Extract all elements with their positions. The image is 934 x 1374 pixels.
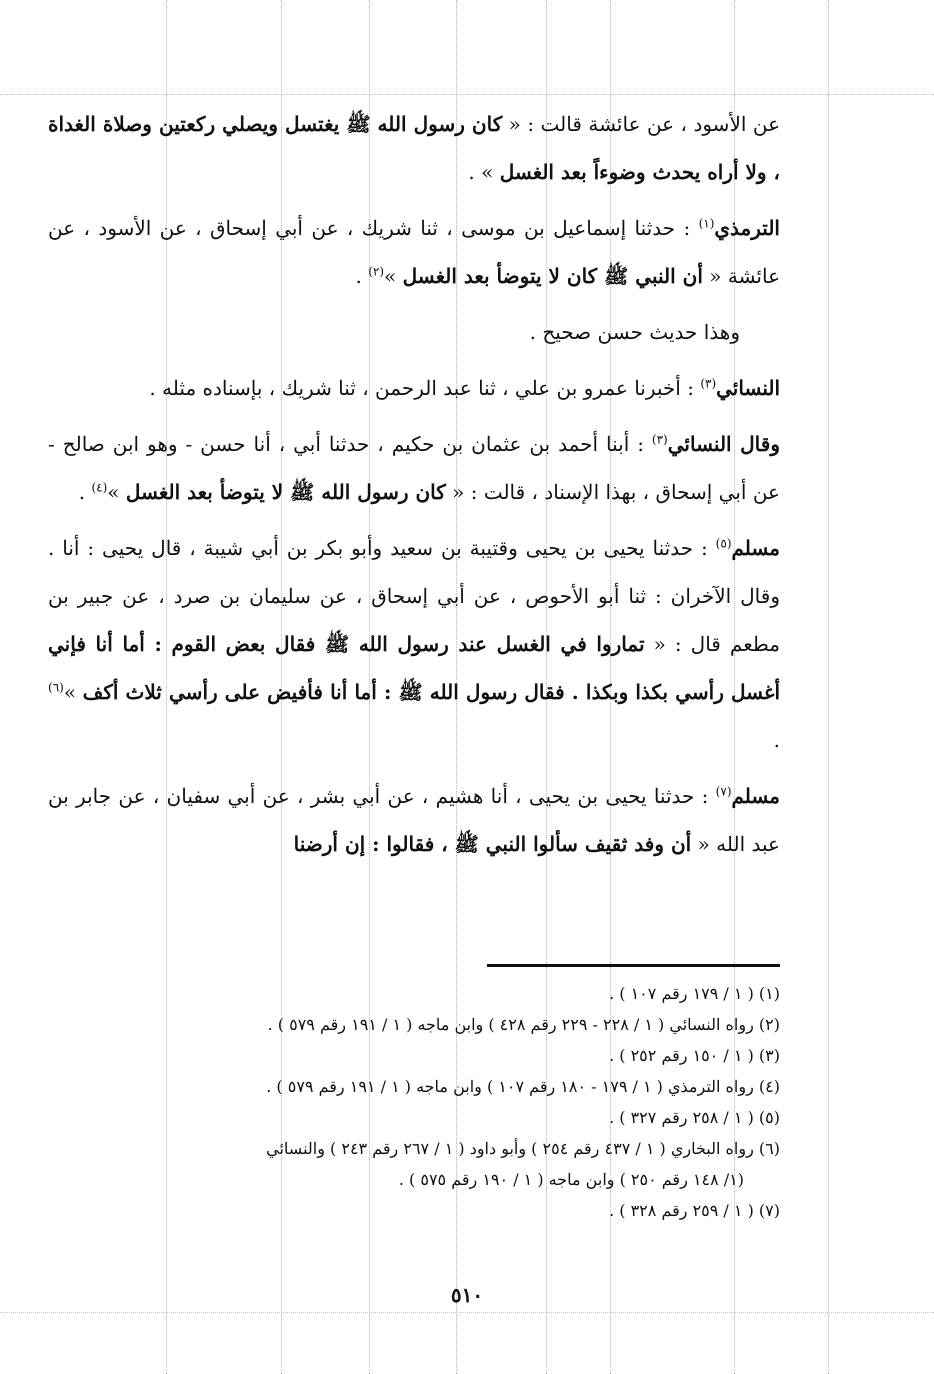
footnote-item: (٤) رواه الترمذي ( ١ / ١٧٩ - ١٨٠ رقم ١٠٧ ) وابن ماجه ( ١ / ١٩١ رقم ٥٧٩ ) . (266, 1077, 780, 1096)
hadith-paragraph (48, 364, 780, 412)
footnote-ref: (٧) (715, 784, 732, 799)
closing-quote: » . (468, 160, 500, 184)
footnote-item: (٧) ( ١ / ٢٥٩ رقم ٣٢٨ ) . (609, 1201, 780, 1220)
closing-quote: » (63, 680, 83, 704)
source-name: وقال النسائي (667, 432, 780, 456)
source-name: الترمذي (714, 216, 780, 240)
source-name: مسلم (731, 784, 780, 808)
footnote-ref: (٤) (91, 480, 108, 495)
footnote-ref: (٥) (715, 536, 732, 551)
hadith-paragraph (48, 308, 780, 356)
footnote-ref: (١) (698, 216, 715, 231)
matn-text: أن النبي ﷺ كان لا يتوضأ بعد الغسل (402, 264, 703, 288)
hadith-paragraph (48, 420, 780, 516)
hadith-paragraph (48, 772, 780, 868)
sentence-end: . (773, 728, 780, 752)
matn-text: كان رسول الله ﷺ لا يتوضأ بعد الغسل (125, 480, 446, 504)
main-text (48, 100, 780, 868)
hadith-paragraph (48, 204, 780, 300)
sentence-end: . (355, 264, 369, 288)
footnote-item: (٢) رواه النسائي ( ١ / ٢٢٨ - ٢٢٩ رقم ٤٢٨ ) وابن ماجه ( ١ / ١٩١ رقم ٥٧٩ ) . (267, 1015, 780, 1034)
closing-quote: » (384, 264, 403, 288)
footnote-ref: (٣) (651, 432, 668, 447)
isnad-text: : أخبرنا عمرو بن علي ، ثنا عبد الرحمن ، ثنا شريك ، بإسناده مثله . (149, 376, 701, 400)
isnad-text: : حدثنا إسماعيل بن موسى ، ثنا شريك ، عن أبي إسحاق ، عن الأسود ، عن عائشة « (48, 216, 780, 288)
scan-guide-line (828, 0, 829, 1374)
isnad-text: : حدثنا يحيى بن يحيى ، أنا هشيم ، عن أبي بشر ، عن أبي سفيان ، عن جابر بن عبد الله « (48, 784, 780, 856)
footnote-item: (١) ( ١ / ١٧٩ رقم ١٠٧ ) . (609, 984, 780, 1003)
isnad-text: : أبنا أحمد بن عثمان بن حكيم ، حدثنا أبي ، أنا حسن - وهو ابن صالح - عن أبي إسحاق ، بهذا الإسناد ، قالت : « (48, 432, 780, 504)
footnote-item: (٥) ( ١ / ٢٥٨ رقم ٣٢٧ ) . (609, 1108, 780, 1127)
scan-guide-line (0, 94, 934, 95)
footnote-separator (487, 964, 780, 967)
footnote-item: (٦) رواه البخاري ( ١ / ٤٣٧ رقم ٢٥٤ ) وأبو داود ( ١ / ٢٦٧ رقم ٢٤٣ ) والنسائي (266, 1139, 780, 1158)
hadith-paragraph (48, 100, 780, 196)
scan-guide-line (0, 1312, 934, 1313)
sentence-end: . (78, 480, 92, 504)
matn-text: تماروا في الغسل عند رسول الله ﷺ فقال بعض القوم : أما أنا فإني أغسل رأسي بكذا وبكذا . فقال رسول الله ﷺ : أما أنا فأفيض على رأسي ثلاث أكف (48, 632, 780, 704)
isnad-text: : حدثنا يحيى بن يحيى وقتيبة بن سعيد وأبو بكر بن أبي شيبة ، قال يحيى : أنا . وقال الآخران : ثنا أبو الأحوص ، عن أبي إسحاق ، عن سليمان بن صرد ، عن جبير بن مطعم قال : « (48, 536, 780, 656)
hadith-paragraph (48, 524, 780, 764)
footnotes (48, 978, 780, 1226)
page-number: ٥١٠ (450, 1283, 484, 1307)
footnote-ref: (٢) (368, 264, 385, 279)
source-name: مسلم (731, 536, 780, 560)
footnote-continuation: (١/ ١٤٨ رقم ٢٥٠ ) وابن ماجه ( ١ / ١٩٠ رقم ٥٧٥ ) . (398, 1170, 744, 1189)
isnad-text: عن الأسود ، عن عائشة قالت : « (502, 112, 780, 136)
closing-quote: » (107, 480, 126, 504)
footnote-ref: (٣) (700, 376, 717, 391)
footnote-item: (٣) ( ١ / ١٥٠ رقم ٢٥٢ ) . (609, 1046, 780, 1065)
grading-text: وهذا حديث حسن صحيح . (529, 320, 740, 344)
footnote-ref: (٦) (48, 680, 64, 695)
matn-text: أن وفد ثقيف سألوا النبي ﷺ ، فقالوا : إن أرضنا (293, 832, 692, 856)
source-name: النسائي (716, 376, 780, 400)
matn-text: كان رسول الله ﷺ يغتسل ويصلي ركعتين وصلاة الغداة ، ولا أراه يحدث وضوءاً بعد الغسل (48, 112, 780, 184)
